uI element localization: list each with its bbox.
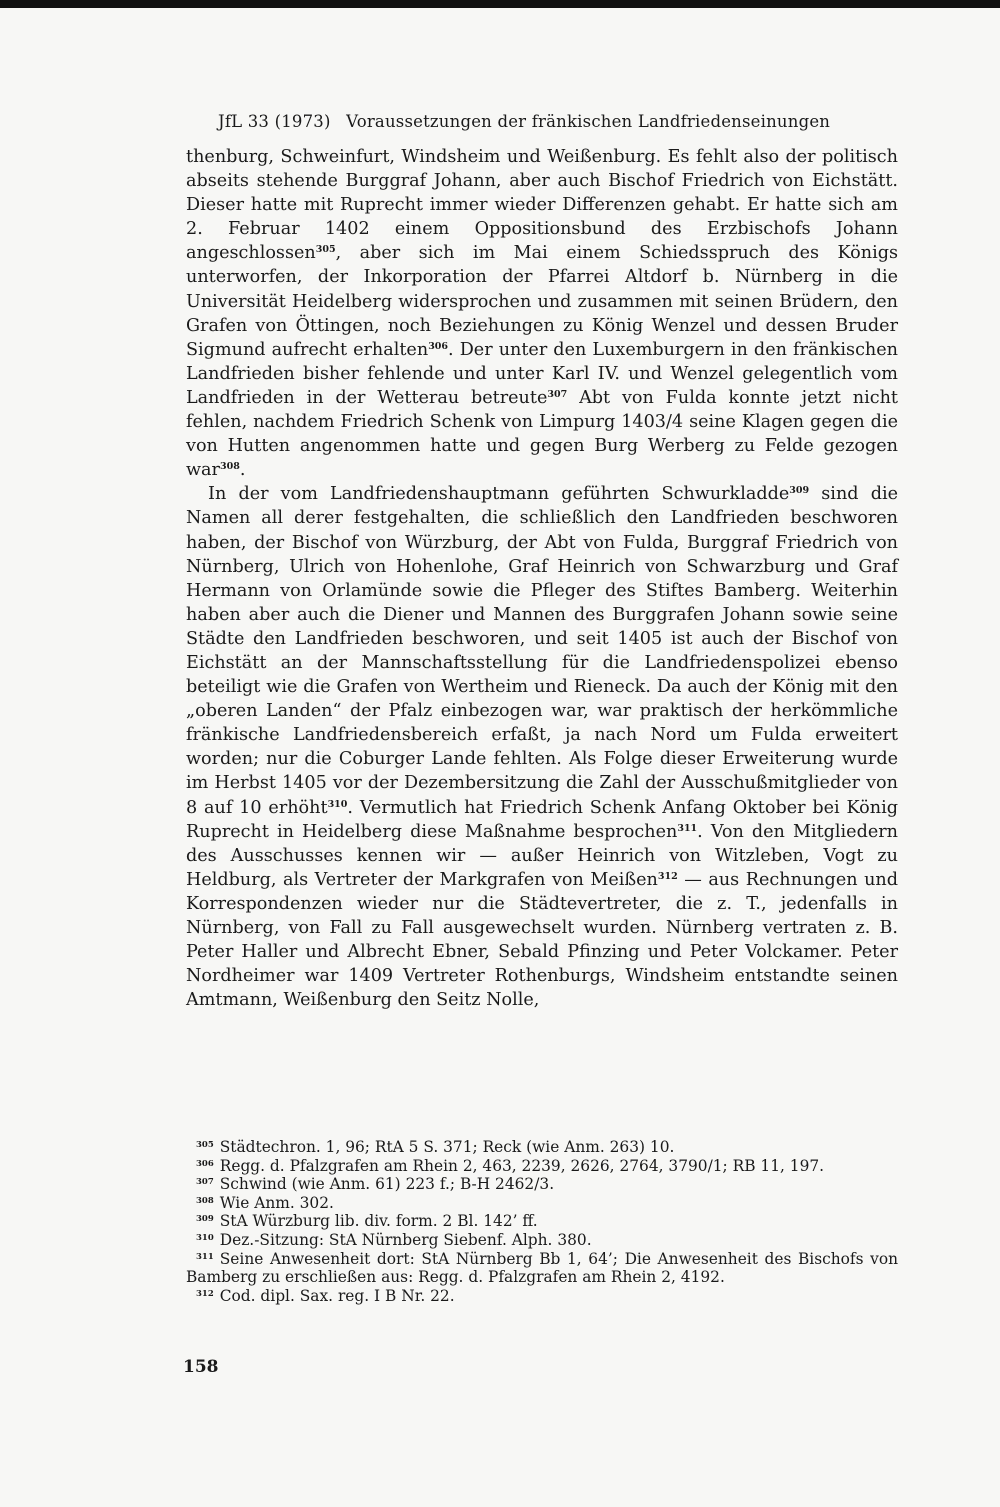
footnote-text: Seine Anwesenheit dort: StA Nürnberg Bb 1, 64’; Die Anwesenheit des Bischofs von Bamberg zu erschließen aus: Regg. d. Pfalzgrafen am Rhein 2, 4192. xyxy=(186,1249,898,1287)
footnote-ref[interactable]: 305 xyxy=(315,244,336,256)
text-run: In der vom Landfriedenshauptmann geführten Schwurkladde xyxy=(208,484,790,505)
footnote-ref[interactable]: 308 xyxy=(219,461,240,473)
journal-citation: JfL 33 (1973) xyxy=(218,112,331,131)
footnote-text: Schwind (wie Anm. 61) 223 f.; B-H 2462/3. xyxy=(219,1175,555,1194)
footnote-ref[interactable]: 311 xyxy=(677,822,698,834)
footnote-text: Regg. d. Pfalzgrafen am Rhein 2, 463, 2239, 2626, 2764, 3790/1; RB 11, 197. xyxy=(219,1156,825,1175)
text-run: . xyxy=(239,460,246,481)
paragraph xyxy=(186,145,898,482)
text-run: . Der unter den Luxemburgern in den fränkischen Landfrieden bisher fehlende und unter Karl IV. und Wenzel gelegentlich vom Landfrieden in der Wetterau betreute xyxy=(186,339,898,408)
footnote xyxy=(186,1287,898,1306)
running-title: Voraussetzungen der fränkischen Landfriedenseinungen xyxy=(346,112,831,131)
footnote xyxy=(186,1175,898,1194)
footnote-number: 312 xyxy=(196,1288,214,1299)
text-run: . Von den Mitgliedern des Ausschusses kennen wir — außer Heinrich von Witzleben, Vogt zu Heldburg, als Vertreter der Markgrafen von Meißen xyxy=(186,821,898,890)
page-content xyxy=(186,112,898,1012)
text-run: — aus Rechnungen und Korrespondenzen wieder nur die Städtevertreter, die z. T., jedenfalls in Nürnberg, von Fall zu Fall ausgewechselt wurden. Nürnberg vertraten z. B. Peter Haller und Albrecht Ebner, Sebald Pfinzing und Peter Volckamer. Peter Nordheimer war 1409 Vertreter Rothenburgs, Windsheim entstandte seinen Amtmann, Weißenburg den Seitz Nolle, xyxy=(186,869,898,1011)
footnote-number: 305 xyxy=(196,1140,214,1150)
footnote-text: Wie Anm. 302. xyxy=(219,1193,334,1212)
page-number: 158 xyxy=(183,1357,219,1377)
footnote-ref[interactable]: 312 xyxy=(657,870,678,882)
footnote xyxy=(186,1194,898,1213)
text-run: Abt von Fulda konnte jetzt nicht fehlen, nachdem Friedrich Schenk von Limpurg 1403/4 seine Klagen gegen die von Hutten angenommen hatte und gegen Burg Werberg zu Felde gezogen war xyxy=(186,387,898,481)
footnote-number: 310 xyxy=(196,1232,214,1243)
footnote-number: 306 xyxy=(196,1158,214,1169)
footnote-text: Städtechron. 1, 96; RtA 5 S. 371; Reck (wie Anm. 263) 10. xyxy=(219,1138,675,1156)
footnote xyxy=(186,1138,898,1157)
footnotes xyxy=(186,1138,898,1305)
text-run: , aber sich im Mai einem Schiedsspruch des Königs unterworfen, der Inkorporation der Pfarrei Altdorf b. Nürnberg in die Universität Heidelberg widersprochen und zusammen mit seinen Brüdern, den Grafen von Öttingen, noch Beziehungen zu König Wenzel und dessen Bruder Sigmund aufrecht erhalten xyxy=(186,243,898,360)
footnote-text: StA Würzburg lib. div. form. 2 Bl. 142’ ff. xyxy=(219,1212,538,1231)
footnote xyxy=(186,1250,898,1287)
body-text xyxy=(186,145,898,1012)
paragraph xyxy=(186,482,898,1012)
footnote-text: Dez.-Sitzung: StA Nürnberg Siebenf. Alph. 380. xyxy=(219,1230,592,1249)
footnote-ref[interactable]: 306 xyxy=(428,340,449,352)
text-run: . Vermutlich hat Friedrich Schenk Anfang Oktober bei König Ruprecht in Heidelberg diese Maßnahme besprochen xyxy=(186,797,898,842)
footnote-number: 308 xyxy=(196,1195,214,1206)
text-run: sind die Namen all derer festgehalten, die schließlich den Landfrieden beschworen haben, der Bischof von Würzburg, der Abt von Fulda, Burggraf Friedrich von Nürnberg, Ulrich von Hohenlohe, Graf Heinrich von Schwarzburg und Graf Hermann von Orlamünde sowie die Pfleger des Stiftes Bamberg. Weiterhin haben aber auch die Diener und Mannen des Burggrafen Johann sowie seine Städte den Landfrieden beschworen, und seit 1405 ist auch der Bischof von Eichstätt an der Mannschaftsstellung für die Landfriedenspolizei ebenso beteiligt wie die Grafen von Wertheim und Rieneck. Da auch der König mit den „oberen Landen“ der Pfalz einbezogen war, war praktisch der herkömmliche fränkische Landfriedensbereich erfaßt, ja nach Nord um Fulda erweitert worden; nur die Coburger Lande fehlten. Als Folge dieser Erweiterung wurde im Herbst 1405 vor der Dezembersitzung die Zahl der Ausschußmitglieder von 8 auf 10 erhöht xyxy=(186,484,898,818)
footnote-ref[interactable]: 309 xyxy=(789,485,810,497)
footnote xyxy=(186,1231,898,1250)
scan-edge xyxy=(0,0,1000,8)
footnote-number: 311 xyxy=(196,1251,214,1262)
text-run: thenburg, Schweinfurt, Windsheim und Weißenburg. Es fehlt also der politisch abseits stehende Burggraf Johann, aber auch Bischof Friedrich von Eichstätt. Dieser hatte mit Ruprecht immer wieder Differenzen gehabt. Er hatte sich am 2. Februar 1402 einem Oppositionsbund des Erzbischofs Johann angeschlossen xyxy=(186,147,898,264)
footnote-number: 309 xyxy=(196,1214,214,1225)
running-head xyxy=(218,112,898,131)
footnote-ref[interactable]: 310 xyxy=(327,798,348,810)
footnote-number: 307 xyxy=(196,1177,214,1188)
footnote xyxy=(186,1212,898,1231)
footnote xyxy=(186,1157,898,1176)
footnote-text: Cod. dipl. Sax. reg. I B Nr. 22. xyxy=(219,1286,455,1305)
footnote-ref[interactable]: 307 xyxy=(547,388,568,400)
